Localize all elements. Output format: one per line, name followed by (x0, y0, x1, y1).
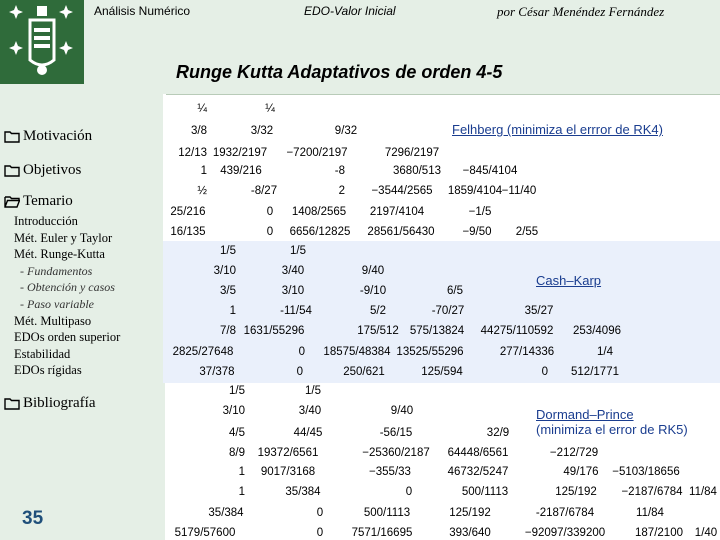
cash-karp-tableau-cell: 253/4096 (573, 325, 621, 337)
temario-item[interactable]: Mét. Multipaso (14, 313, 92, 328)
dormand-prince-tableau-cell: -56/15 (379, 427, 413, 439)
fehlberg-tableau-cell: -8/27 (250, 185, 278, 197)
dormand-prince-tableau-cell: 11/84 (689, 486, 717, 498)
fehlberg-tableau-cell: ¼ (197, 103, 207, 115)
fehlberg-tableau-cell: 1932/2197 (212, 147, 268, 159)
section-title: EDO-Valor Inicial (304, 4, 396, 18)
dormand-prince-tableau-cell: 187/2100 (635, 527, 683, 539)
sidebar-item-label: Motivación (23, 128, 93, 144)
fehlberg-tableau-cell: 7296/2197 (384, 147, 440, 159)
dormand-prince-tableau-cell: −92097/339200 (524, 527, 606, 539)
fehlberg-tableau-cell: −1/5 (468, 206, 492, 218)
fehlberg-tableau-cell: 1859/4104 (447, 185, 503, 197)
dormand-prince-tableau-cell: −25360/2187 (362, 447, 430, 459)
cash-karp-label[interactable]: Cash–Karp (536, 273, 602, 288)
dormand-prince-tableau-cell: 0 (405, 486, 413, 498)
dormand-prince-tableau-cell: 393/640 (449, 527, 491, 539)
cash-karp-tableau-cell: 2825/27648 (172, 346, 234, 358)
fehlberg-tableau-cell: 12/13 (178, 147, 207, 159)
fehlberg-tableau-cell: 0 (266, 226, 274, 238)
cash-karp-tableau-cell: 6/5 (447, 285, 463, 297)
fehlberg-tableau-cell: ½ (197, 185, 207, 197)
dormand-prince-tableau-cell: 3/10 (222, 405, 245, 417)
dormand-prince-tableau-cell: 11/84 (636, 507, 664, 519)
dormand-prince-label[interactable]: Dormand–Prince (536, 407, 634, 422)
temario-subitem[interactable]: - Fundamentos (20, 263, 93, 278)
cash-karp-tableau-cell: 3/10 (213, 265, 236, 277)
fehlberg-tableau-cell: 3/32 (250, 125, 274, 137)
cash-karp-tableau-cell: 175/512 (357, 325, 399, 337)
dormand-prince-tableau-cell: −2187/6784 (621, 486, 683, 498)
dormand-prince-tableau-cell: −212/729 (549, 447, 599, 459)
fehlberg-tableau-cell: 2/55 (515, 226, 539, 238)
dormand-prince-tableau-cell: -2187/6784 (535, 507, 595, 519)
fehlberg-tableau-cell: -8 (334, 165, 345, 177)
author-credit: por César Menéndez Fernández (497, 4, 665, 19)
fehlberg-tableau-cell: 16/135 (170, 226, 206, 238)
course-title: Análisis Numérico (94, 4, 191, 18)
dormand-prince-tableau-cell: 32/9 (486, 427, 510, 439)
fehlberg-tableau-cell: ¼ (265, 103, 275, 115)
dormand-prince-tableau-cell: 7571/16695 (351, 527, 413, 539)
fehlberg-tableau-cell: 3/8 (191, 125, 207, 137)
temario-subitem[interactable]: - Obtención y casos (20, 280, 115, 295)
dormand-prince-tableau-cell: 64448/6561 (447, 447, 509, 459)
sidebar-item-bibliografia[interactable] (4, 395, 95, 412)
dormand-prince-tableau-cell: 9/40 (390, 405, 414, 417)
cash-karp-tableau-cell: 250/621 (343, 366, 385, 378)
temario-list (14, 213, 120, 379)
temario-item[interactable]: Estabilidad (14, 346, 71, 361)
cash-karp-tableau-cell: 18575/48384 (323, 346, 391, 358)
cash-karp-tableau-cell: 3/10 (281, 285, 305, 297)
dormand-prince-tableau-cell: 44/45 (293, 427, 323, 439)
fehlberg-tableau-cell: −11/40 (501, 185, 537, 197)
sidebar-item-label: Objetivos (23, 162, 82, 178)
temario-item[interactable]: Introducción (14, 214, 78, 228)
dormand-prince-tableau-cell: 1 (238, 466, 245, 478)
fehlberg-tableau-cell: 1 (200, 165, 207, 177)
cash-karp-tableau-cell: 0 (296, 366, 303, 378)
dormand-prince-tableau-cell: 1/5 (305, 385, 321, 397)
fehlberg-label[interactable]: Felhberg (minimiza el errror de RK4) (452, 122, 663, 137)
folder-icon (4, 164, 20, 177)
cash-karp-tableau-cell: 125/594 (421, 366, 463, 378)
cash-karp-tableau-cell: 0 (541, 366, 548, 378)
dormand-prince-tableau-cell: −5103/18656 (612, 466, 680, 478)
sidebar-item-objetivos[interactable] (4, 162, 81, 179)
fehlberg-tableau-cell: −3544/2565 (371, 185, 433, 197)
sidebar-item-label: Temario (23, 193, 73, 209)
dormand-prince-tableau-cell: 19372/6561 (257, 447, 319, 459)
cash-karp-tableau-cell: -70/27 (431, 305, 465, 317)
temario-item[interactable]: Mét. Euler y Taylor (14, 230, 113, 245)
folder-icon (4, 130, 20, 143)
dormand-prince-tableau-cell: 35/384 (285, 486, 321, 498)
cash-karp-tableau-cell: 3/5 (220, 285, 236, 297)
fehlberg-tableau-cell: 28561/56430 (367, 226, 435, 238)
cash-karp-tableau-cell: 9/40 (361, 265, 385, 277)
dormand-prince-tableau-cell: 5179/57600 (174, 527, 236, 539)
cash-karp-tableau-cell: 1 (229, 305, 236, 317)
dormand-prince-tableau-cell: 4/5 (229, 427, 245, 439)
dormand-prince-tableau-cell: 500/1113 (461, 486, 509, 498)
dormand-prince-tableau-cell: 1 (238, 486, 245, 498)
temario-item[interactable]: EDOs rígidas (14, 363, 82, 378)
university-crest-icon (0, 0, 84, 84)
dormand-prince-tableau-cell: 1/5 (229, 385, 245, 397)
dormand-prince-tableau-cell: 1/40 (694, 527, 718, 539)
dormand-prince-tableau-cell: 125/192 (449, 507, 491, 519)
cash-karp-tableau-cell: 1631/55296 (243, 325, 305, 337)
cash-karp-tableau-cell: -11/54 (280, 305, 312, 317)
dormand-prince-tableau-cell: 0 (316, 527, 324, 539)
fehlberg-tableau-cell: 0 (266, 206, 274, 218)
fehlberg-tableau-cell: 439/216 (220, 165, 262, 177)
cash-karp-tableau-cell: -9/10 (359, 285, 387, 297)
dormand-prince-tableau-cell: 49/176 (563, 466, 599, 478)
fehlberg-tableau-cell: 3680/513 (393, 165, 441, 177)
cash-karp-tableau-cell: 13525/55296 (396, 346, 464, 358)
cash-karp-tableau-cell: 3/40 (281, 265, 305, 277)
dormand-prince-tableau-cell: 0 (316, 507, 324, 519)
cash-karp-tableau-cell: 1/5 (290, 245, 306, 257)
fehlberg-tableau-cell: −7200/2197 (286, 147, 348, 159)
temario-item[interactable]: EDOs orden superior (14, 330, 121, 345)
header-divider (166, 94, 720, 95)
dormand-prince-note: (minimiza el error de RK5) (536, 422, 688, 437)
fehlberg-tableau-cell: −9/50 (462, 226, 492, 238)
cash-karp-tableau-cell: 35/27 (524, 305, 554, 317)
folder-icon (4, 397, 20, 410)
cash-karp-tableau-cell: 0 (298, 346, 305, 358)
sidebar-item-label: Bibliografía (23, 395, 96, 411)
dormand-prince-tableau-cell: 500/1113 (363, 507, 411, 519)
sidebar-item-motivacion[interactable] (4, 128, 92, 145)
fehlberg-tableau-cell: 1408/2565 (291, 206, 347, 218)
dormand-prince-tableau-cell: 3/40 (298, 405, 322, 417)
dormand-prince-tableau-cell: 8/9 (229, 447, 245, 459)
open-folder-icon (4, 195, 20, 208)
fehlberg-tableau-cell: 25/216 (170, 206, 206, 218)
cash-karp-tableau-cell: 1/4 (597, 346, 613, 358)
cash-karp-tableau-cell: 1/5 (220, 245, 236, 257)
dormand-prince-tableau-cell: 46732/5247 (447, 466, 509, 478)
temario-item[interactable]: Mét. Runge-Kutta (14, 247, 105, 262)
cash-karp-tableau-cell: 575/13824 (409, 325, 465, 337)
sidebar-item-temario[interactable] (4, 193, 73, 210)
dormand-prince-tableau-cell: 9017/3168 (260, 466, 316, 478)
cash-karp-tableau-cell: 44275/110592 (480, 325, 554, 337)
fehlberg-tableau-cell: 2197/4104 (369, 206, 425, 218)
cash-karp-tableau-cell: 7/8 (220, 325, 236, 337)
dormand-prince-tableau-cell: 125/192 (555, 486, 597, 498)
dormand-prince-tableau-cell: −355/33 (369, 466, 411, 478)
fehlberg-tableau-cell: 6656/12825 (289, 226, 351, 238)
page-number: 35 (22, 508, 44, 529)
cash-karp-tableau-cell: 277/14336 (499, 346, 555, 358)
cash-karp-tableau-cell: 5/2 (370, 305, 386, 317)
cash-karp-tableau-cell: 512/1771 (571, 366, 619, 378)
dormand-prince-tableau-cell: 35/384 (208, 507, 244, 519)
temario-subitem[interactable]: - Paso variable (20, 296, 94, 311)
cash-karp-tableau-cell: 37/378 (199, 366, 235, 378)
fehlberg-tableau-cell: 9/32 (334, 125, 358, 137)
page-title: Runge Kutta Adaptativos de orden 4-5 (176, 62, 503, 82)
fehlberg-tableau-cell: −845/4104 (462, 165, 518, 177)
fehlberg-tableau-cell: 2 (338, 185, 345, 197)
